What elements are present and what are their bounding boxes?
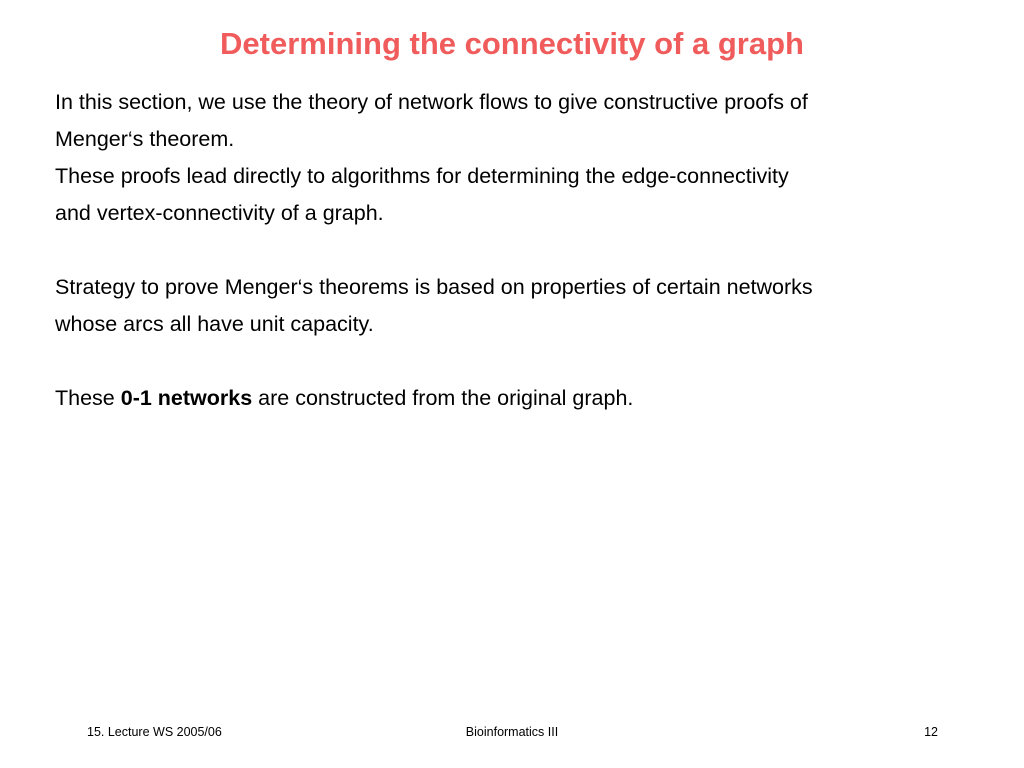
body-line: and vertex-connectivity of a graph. — [55, 201, 384, 225]
footer-lecture: 15. Lecture WS 2005/06 — [87, 725, 222, 739]
paragraph-gap — [55, 232, 995, 269]
body-line: These proofs lead directly to algorithms for determining the edge-connectivity — [55, 164, 789, 188]
body-line: In this section, we use the theory of network flows to give constructive proofs of — [55, 90, 808, 114]
body-line-networks — [55, 380, 995, 417]
slide-body — [55, 84, 995, 417]
body-text: are constructed from the original graph. — [252, 386, 634, 410]
footer-page-number: 12 — [924, 725, 938, 739]
slide-title: Determining the connectivity of a graph — [220, 26, 804, 61]
footer-course: Bioinformatics III — [465, 725, 559, 739]
body-text: These — [55, 386, 121, 410]
emphasized-term: 0-1 networks — [120, 386, 253, 410]
body-line: Strategy to prove Menger‘s theorems is based on properties of certain networks — [55, 275, 813, 299]
paragraph-gap — [55, 343, 995, 380]
body-line: Menger‘s theorem. — [55, 127, 235, 151]
body-line: whose arcs all have unit capacity. — [55, 312, 374, 336]
